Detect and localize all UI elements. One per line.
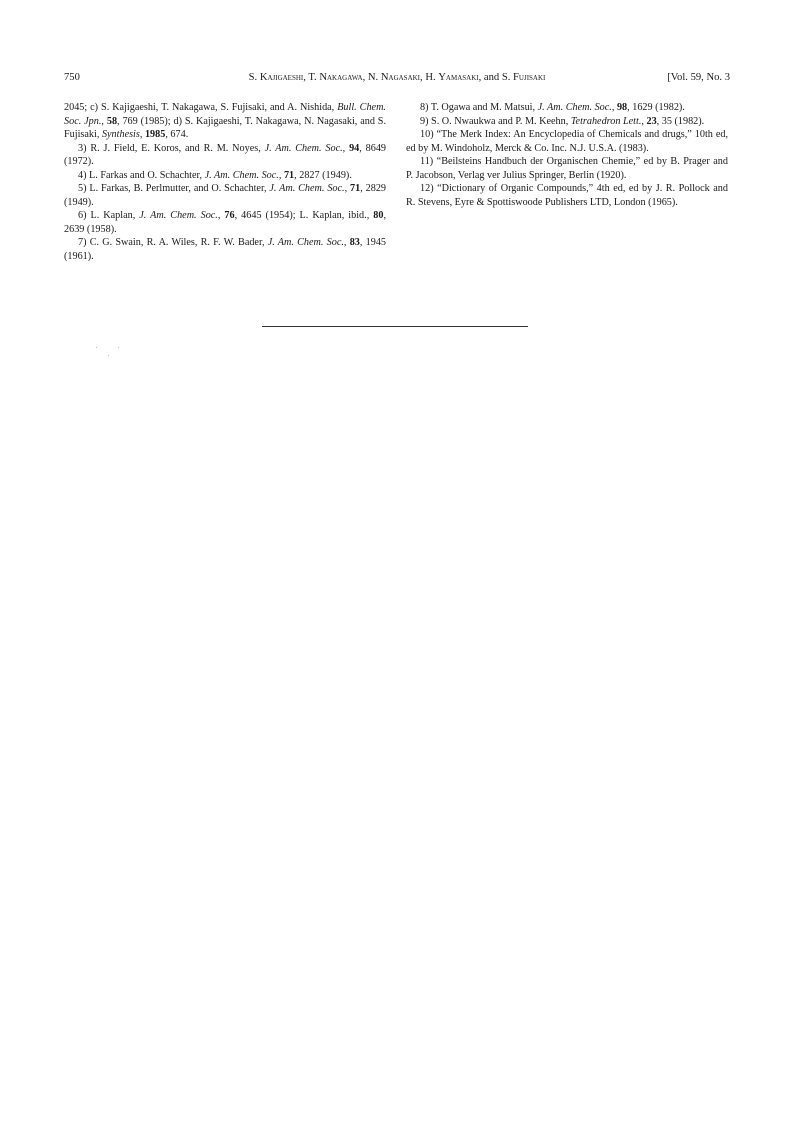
- reference-8: 8) T. Ogawa and M. Matsui, J. Am. Chem. Soc., 98, 1629 (1982).: [420, 102, 685, 113]
- scan-speck: [96, 347, 97, 348]
- running-header: [64, 70, 730, 86]
- volume-issue: [Vol. 59, No. 3: [667, 72, 730, 83]
- reference-12: 12) “Dictionary of Organic Compounds,” 4th ed, ed by J. R. Pollock and R. Stevens, Eyre & Spottiswoode Publishers LTD, London (1965).: [406, 183, 728, 208]
- reference-10: 10) “The Merk Index: An Encyclopedia of Chemicals and drugs,” 10th ed, ed by M. Windoholz, Merck & Co. Inc. N.J. U.S.A. (1983).: [406, 129, 728, 154]
- scan-speck: [118, 347, 119, 348]
- reference-6: 6) L. Kaplan, J. Am. Chem. Soc., 76, 4645 (1954); L. Kaplan, ibid., 80, 2639 (1958).: [64, 210, 386, 235]
- references-left-column: [64, 101, 386, 263]
- scan-speck: [108, 355, 109, 356]
- reference-3: 3) R. J. Field, E. Koros, and R. M. Noyes, J. Am. Chem. Soc., 94, 8649 (1972).: [64, 142, 387, 167]
- reference-4: 4) L. Farkas and O. Schachter, J. Am. Chem. Soc., 71, 2827 (1949).: [78, 169, 352, 181]
- running-header-authors: S. Kajigaeshi, T. Nakagawa, N. Nagasaki, H. Yamasaki, and S. Fujisaki: [248, 72, 546, 83]
- reference-9: 9) S. O. Nwaukwa and P. M. Keehn, Tetrahedron Lett., 23, 35 (1982).: [420, 115, 705, 127]
- page-number: 750: [64, 72, 80, 83]
- reference-11: 11) “Beilsteins Handbuch der Organischen Chemie,” ed by B. Prager and P. Jacobson, Verlag ver Julius Springer, Berlin (1920).: [406, 156, 728, 181]
- reference-7: 7) C. G. Swain, R. A. Wiles, R. F. W. Bader, J. Am. Chem. Soc., 83, 1945 (1961).: [64, 237, 387, 262]
- reference-2-continued: 2045; c) S. Kajigaeshi, T. Nakagawa, S. Fujisaki, and A. Nishida, Bull. Chem. Soc. Jpn., 58, 769 (1985); d) S. Kajigaeshi, T. Nakagawa, N. Nagasaki, and S. Fujisaki, Synthesis, 1985, 674.: [64, 102, 387, 140]
- reference-5: 5) L. Farkas, B. Perlmutter, and O. Schachter, J. Am. Chem. Soc., 71, 2829 (1949).: [64, 183, 386, 208]
- references-right-column: [406, 101, 728, 209]
- end-rule: [262, 326, 528, 327]
